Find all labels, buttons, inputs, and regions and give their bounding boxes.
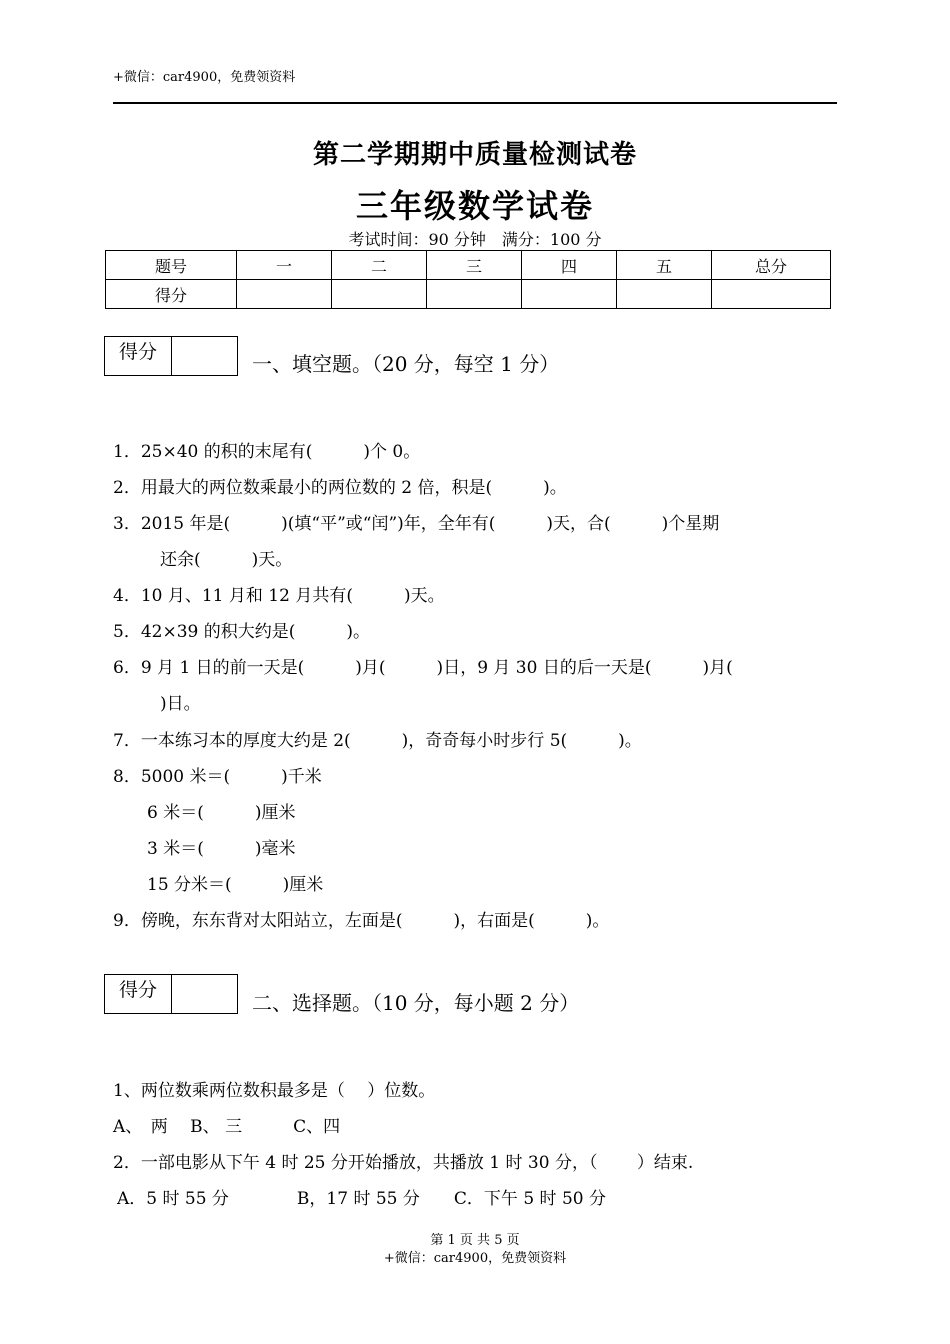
question-line: 4．10 月、11 月和 12 月共有( )天。 xyxy=(113,586,445,606)
question-line: 3 米＝( )毫米 xyxy=(147,839,296,859)
section1-heading: 一、填空题。（20 分，每空 1 分） xyxy=(252,352,560,376)
header-divider xyxy=(113,102,837,104)
score-table xyxy=(105,250,831,309)
question-line: 2．用最大的两位数乘最小的两位数的 2 倍，积是( )。 xyxy=(113,478,567,498)
question-line: 1、两位数乘两位数积最多是（ ）位数。 xyxy=(113,1081,436,1101)
score-row-label: 得分 xyxy=(106,280,237,309)
score-header-cell: 四 xyxy=(522,251,617,280)
question-line: 1．25×40 的积的末尾有( )个 0。 xyxy=(113,442,421,462)
section2-heading: 二、选择题。（10 分，每小题 2 分） xyxy=(252,991,580,1015)
question-line: A．5 时 55 分 B，17 时 55 分 C．下午 5 时 50 分 xyxy=(117,1189,606,1209)
question-line: 15 分米＝( )厘米 xyxy=(147,875,324,895)
question-line: 9．傍晚，东东背对太阳站立，左面是( )，右面是( )。 xyxy=(113,911,610,931)
score-cell[interactable] xyxy=(427,280,522,309)
question-line: )日。 xyxy=(160,694,201,714)
question-line: 7．一本练习本的厚度大约是 2( )，奇奇每小时步行 5( )。 xyxy=(113,731,642,751)
score-table-score-row xyxy=(106,280,831,309)
score-cell[interactable] xyxy=(712,280,831,309)
question-line: 8．5000 米＝( )千米 xyxy=(113,767,322,787)
section2-score-label: 得分 xyxy=(105,975,172,1013)
header-note: +微信：car4900，免费领资料 xyxy=(113,70,296,85)
exam-subtitle: 三年级数学试卷 xyxy=(355,187,594,225)
question-line: 还余( )天。 xyxy=(160,550,293,570)
score-header-cell: 一 xyxy=(237,251,332,280)
score-header-cell: 二 xyxy=(332,251,427,280)
question-line: 2．一部电影从下午 4 时 25 分开始播放，共播放 1 时 30 分，（ ）结束. xyxy=(113,1153,694,1173)
section1-score-box xyxy=(104,336,238,376)
page-number: 第 1 页 共 5 页 xyxy=(430,1233,520,1248)
score-cell[interactable] xyxy=(237,280,332,309)
question-line: 3．2015 年是( )(填“平”或“闰”)年，全年有( )天，合( )个星期 xyxy=(113,514,720,534)
score-cell[interactable] xyxy=(617,280,712,309)
question-line: 5．42×39 的积大约是( )。 xyxy=(113,622,370,642)
question-line: A、 两 B、 三 C、四 xyxy=(113,1117,341,1137)
score-cell[interactable] xyxy=(332,280,427,309)
question-line: 6 米＝( )厘米 xyxy=(147,803,296,823)
score-header-cell: 三 xyxy=(427,251,522,280)
score-cell[interactable] xyxy=(522,280,617,309)
exam-info: 考试时间：90 分钟 满分：100 分 xyxy=(348,230,602,249)
footer-note: +微信：car4900，免费领资料 xyxy=(383,1251,567,1266)
question-line: 6．9 月 1 日的前一天是( )月( )日，9 月 30 日的后一天是( )月( xyxy=(113,658,733,678)
section2-score-box xyxy=(104,974,238,1014)
score-header-cell: 题号 xyxy=(106,251,237,280)
exam-title: 第二学期期中质量检测试卷 xyxy=(312,140,637,170)
score-header-cell: 五 xyxy=(617,251,712,280)
section1-score-label: 得分 xyxy=(105,337,172,375)
score-header-cell: 总分 xyxy=(712,251,831,280)
score-table-header-row xyxy=(106,251,831,280)
